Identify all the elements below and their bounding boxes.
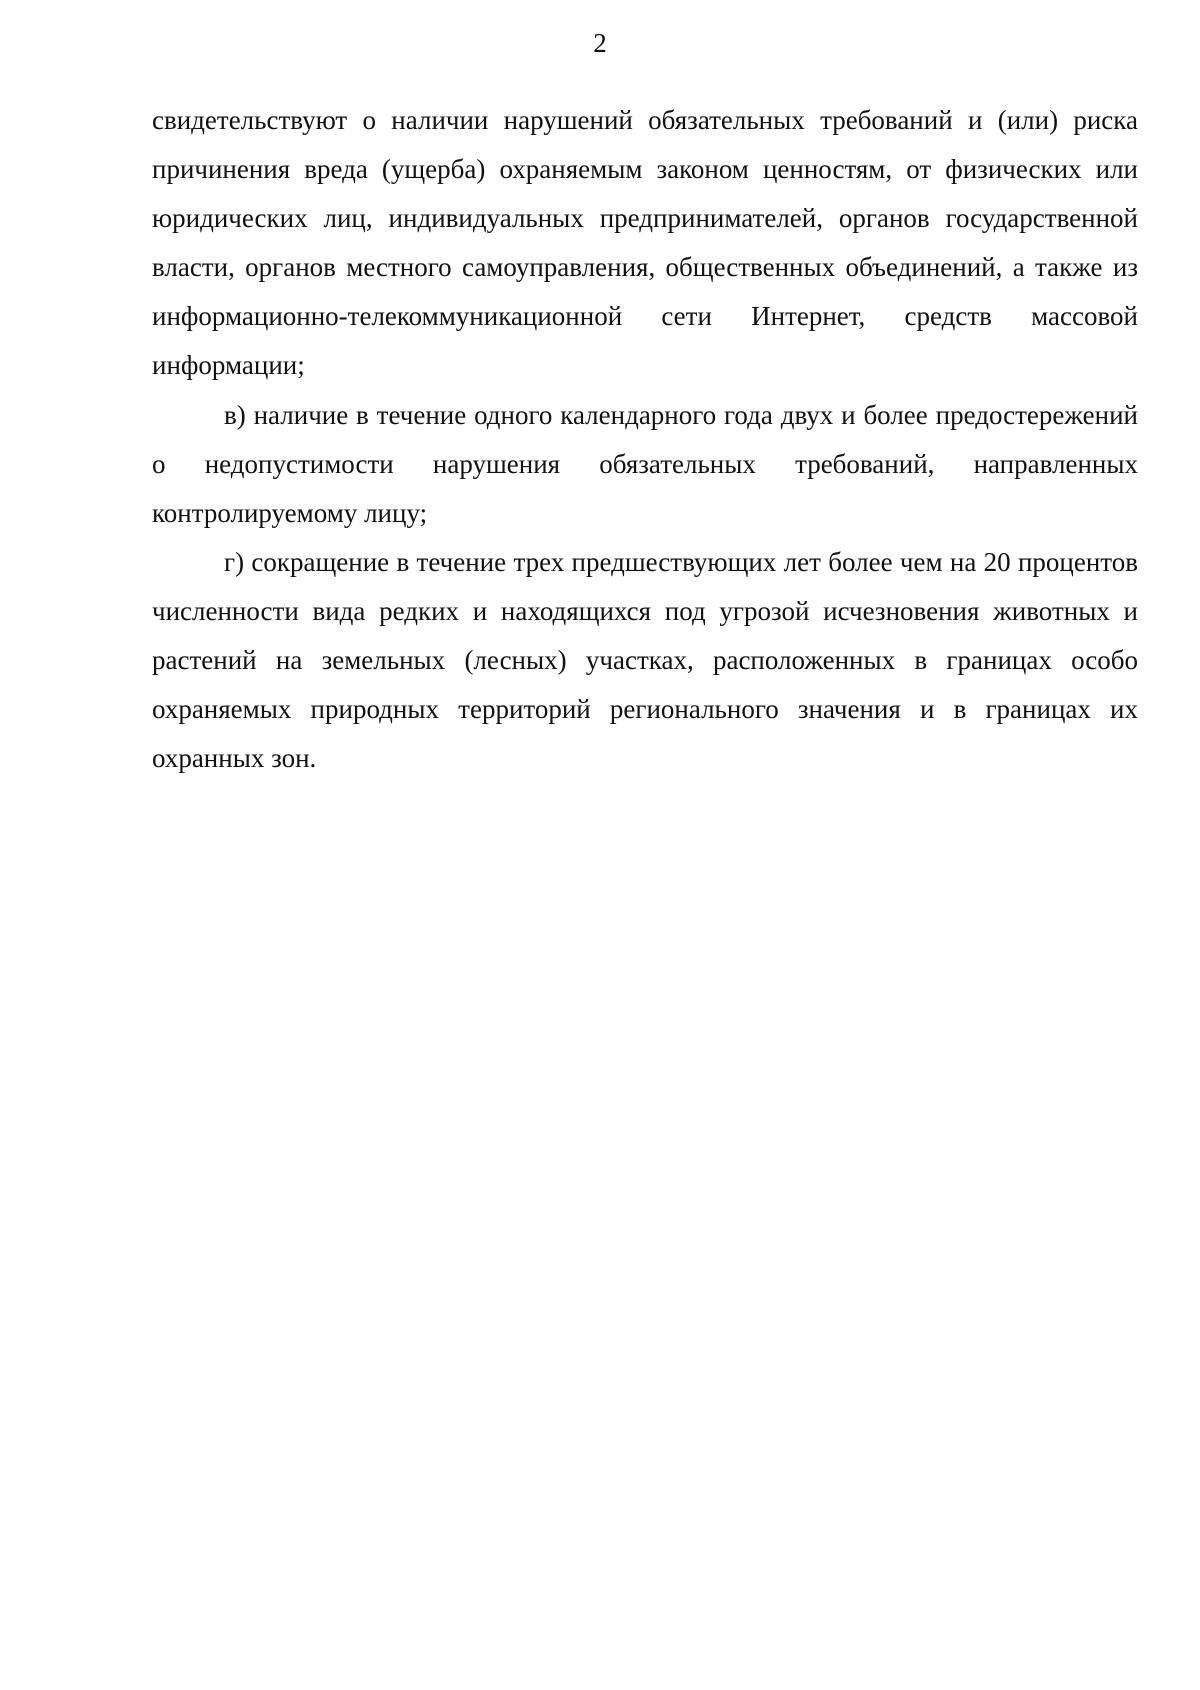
paragraph-item-g: г) сокращение в течение трех предшествующих лет более чем на 20 процентов численности вида редких и находящихся под угрозой исчезновения животных и растений на земельных (лесных) участках, расположенных в границах особо охраняемых природных территорий регионального значения и в границах их охранных зон.: [152, 546, 1138, 774]
paragraph-item-v: в) наличие в течение одного календарного года двух и более предостережений о недопустимости нарушения обязательных требований, направленных контролируемому лицу;: [152, 399, 1138, 528]
page-number: 2: [593, 28, 607, 58]
paragraph-continuation: свидетельствуют о наличии нарушений обязательных требований и (или) риска причинения вреда (ущерба) охраняемым законом ценностям, от физических или юридических лиц, индивидуальных предпринимателей, органов государственной власти, органов местного самоуправления, общественных объединений, а также из информационно-телекоммуникационной сети Интернет, средств массовой информации;: [152, 105, 1138, 381]
document-body: [152, 96, 1138, 783]
